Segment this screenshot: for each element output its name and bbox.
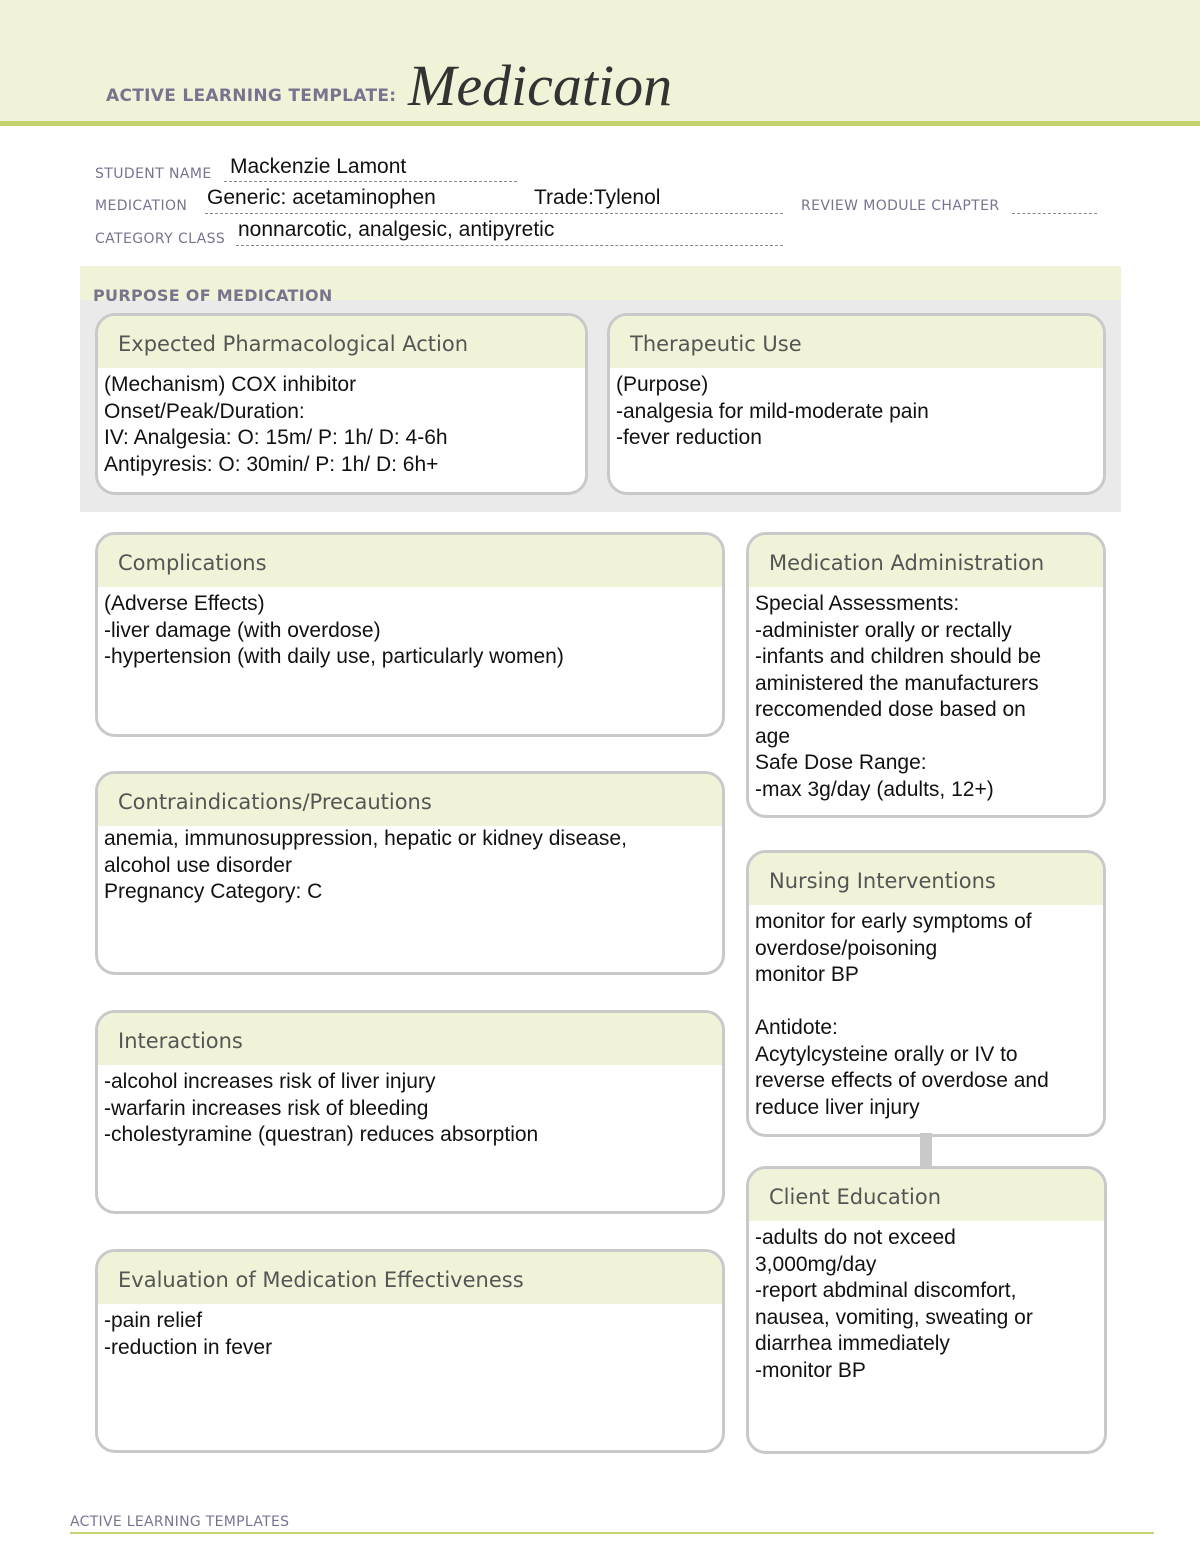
client-education-title: Client Education (749, 1169, 1104, 1221)
administration-body[interactable] (749, 587, 1103, 803)
complications-title: Complications (98, 535, 722, 587)
review-module-field[interactable] (1012, 213, 1097, 214)
text-line: Safe Dose Range: (755, 751, 927, 774)
text-line: alcohol use disorder (104, 853, 292, 877)
text-line: -monitor BP (755, 1358, 866, 1382)
text-line: 3,000mg/day (755, 1252, 877, 1276)
evaluation-title: Evaluation of Medication Effectiveness (98, 1252, 722, 1304)
interactions-body[interactable] (98, 1065, 722, 1149)
nursing-interventions-body[interactable] (749, 905, 1103, 1121)
footer-rule (70, 1532, 1154, 1534)
expected-action-title: Expected Pharmacological Action (98, 316, 585, 368)
interactions-box (95, 1010, 725, 1214)
evaluation-box (95, 1249, 725, 1453)
interactions-title: Interactions (98, 1013, 722, 1065)
text-line: -infants and children should be (755, 645, 1042, 668)
review-module-label: REVIEW MODULE CHAPTER (801, 198, 1000, 214)
text-line: -fever reduction (616, 426, 762, 449)
text-line: -administer orally or rectally (755, 618, 1012, 642)
medication-label: MEDICATION (95, 198, 188, 214)
page-title: Medication (408, 53, 673, 118)
text-line (755, 989, 1097, 1016)
medication-line (205, 213, 783, 214)
text-line: -reduction in fever (104, 1335, 273, 1359)
text-line: -analgesia for mild-moderate pain (616, 399, 929, 423)
client-education-body[interactable] (749, 1221, 1104, 1384)
administration-box (746, 532, 1106, 818)
nursing-interventions-title: Nursing Interventions (749, 853, 1103, 905)
text-line: -hypertension (with daily use, particularly women) (104, 645, 564, 668)
complications-body[interactable] (98, 587, 722, 671)
text-line: -liver damage (with overdose) (104, 618, 381, 642)
category-class-value[interactable]: nonnarcotic, analgesic, antipyretic (238, 218, 555, 241)
expected-action-body[interactable] (98, 368, 585, 478)
contraindications-body[interactable] (98, 826, 722, 906)
student-name-label: STUDENT NAME (95, 166, 212, 182)
text-line: -report abdminal discomfort, (755, 1279, 1017, 1302)
nursing-interventions-box (746, 850, 1106, 1137)
text-line: Antidote: (755, 1016, 838, 1039)
administration-title: Medication Administration (749, 535, 1103, 587)
text-line: diarrhea immediately (755, 1332, 950, 1355)
text-line: (Purpose) (616, 373, 709, 396)
expected-action-box (95, 313, 588, 495)
footer-label: ACTIVE LEARNING TEMPLATES (70, 1514, 290, 1530)
text-line: -max 3g/day (adults, 12+) (755, 777, 994, 801)
header-rule (0, 121, 1200, 126)
therapeutic-use-box (607, 313, 1106, 495)
text-line: monitor for early symptoms of (755, 910, 1032, 933)
medication-generic[interactable]: Generic: acetaminophen (207, 186, 436, 209)
text-line: Special Assessments: (755, 592, 960, 615)
category-class-line (236, 245, 783, 246)
purpose-label: PURPOSE OF MEDICATION (93, 286, 333, 305)
contraindications-box (95, 771, 725, 975)
client-education-box (746, 1166, 1107, 1454)
text-line: reverse effects of overdose and (755, 1069, 1049, 1092)
text-line: -alcohol increases risk of liver injury (104, 1070, 436, 1093)
therapeutic-use-title: Therapeutic Use (610, 316, 1103, 368)
therapeutic-use-body[interactable] (610, 368, 1103, 452)
text-line: -adults do not exceed (755, 1226, 956, 1249)
text-line: reccomended dose based on (755, 698, 1026, 721)
template-label: ACTIVE LEARNING TEMPLATE: (106, 86, 397, 106)
student-name-value[interactable]: Mackenzie Lamont (230, 155, 407, 178)
box-connector (920, 1133, 932, 1168)
text-line: Onset/Peak/Duration: (104, 399, 305, 423)
text-line: nausea, vomiting, sweating or (755, 1305, 1033, 1329)
text-line: -cholestyramine (questran) reduces absorption (104, 1123, 539, 1146)
student-name-line (224, 181, 517, 182)
contraindications-title: Contraindications/Precautions (98, 774, 722, 826)
category-class-label: CATEGORY CLASS (95, 231, 226, 247)
complications-box (95, 532, 725, 737)
text-line: (Adverse Effects) (104, 592, 265, 615)
text-line: -pain relief (104, 1309, 203, 1332)
text-line: IV: Analgesia: O: 15m/ P: 1h/ D: 4-6h (104, 426, 448, 449)
evaluation-body[interactable] (98, 1304, 722, 1361)
text-line: -warfarin increases risk of bleeding (104, 1096, 429, 1120)
text-line: monitor BP (755, 963, 859, 986)
text-line: aministered the manufacturers (755, 671, 1039, 695)
medication-trade[interactable]: Trade:Tylenol (534, 186, 661, 209)
text-line: anemia, immunosuppression, hepatic or kidney disease, (104, 827, 627, 850)
text-line: Pregnancy Category: C (104, 880, 323, 903)
text-line: Antipyresis: O: 30min/ P: 1h/ D: 6h+ (104, 452, 439, 476)
text-line: (Mechanism) COX inhibitor (104, 373, 357, 396)
text-line: reduce liver injury (755, 1095, 920, 1119)
text-line: overdose/poisoning (755, 936, 938, 960)
text-line: Acytylcysteine orally or IV to (755, 1042, 1018, 1066)
text-line: age (755, 724, 791, 748)
